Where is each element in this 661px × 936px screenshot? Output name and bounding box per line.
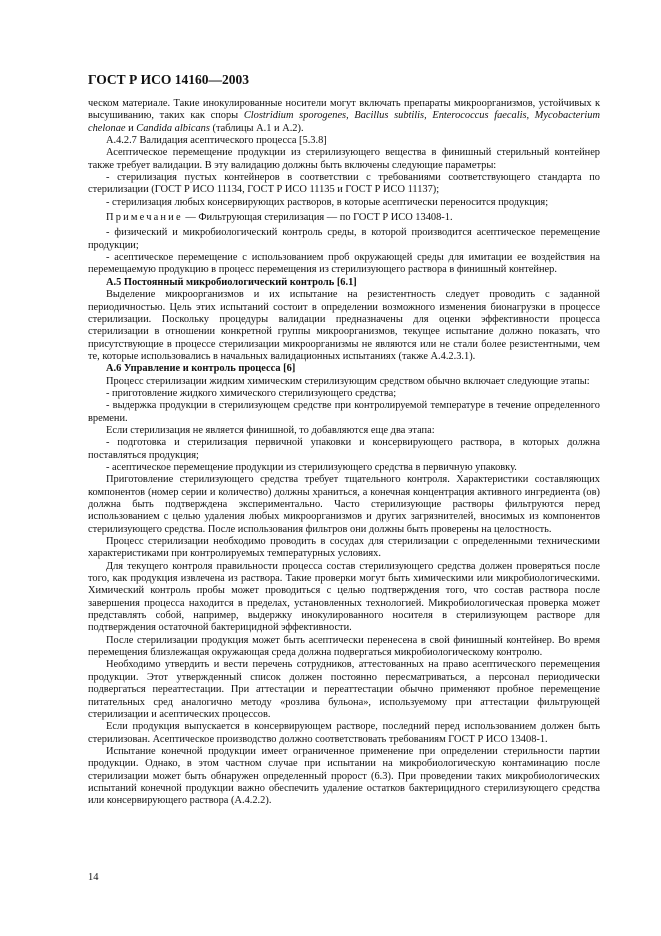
paragraph: После стерилизации продукция может быть асептически перенесена в свой финишный контейнер. Во время перемещения близлежащая окружающая среда должна подвергаться микробиологическому контролю. [88,634,600,659]
list-item: - физический и микробиологический контроль среды, в которой производится асептическое перемещение продукции; [88,227,600,251]
paragraph: Процесс стерилизации жидким химическим стерилизующим средством обычно включает следующие этапы: [106,375,590,387]
list-item: - асептическое перемещение продукции из стерилизующего средства в первичную упаковку. [106,461,517,473]
paragraph: Если продукция выпускается в консервирующем растворе, последний перед использованием должен быть стерилизован. Асептическое производство должно соответствовать требованиям ГОСТ Р ИСО 13408-1. [88,721,600,745]
list-item: - асептическое перемещение с использованием проб окружающей среды для имитации ее воздействия на перемещаемую продукцию в процесс перемещения из стерилизующего раствора в финишный контейнер. [88,252,600,276]
paragraph [88,98,600,135]
paragraph: Выделение микроорганизмов и их испытание на резистентность следует проводить с заданной периодичностью. Цель этих испытаний состоит в определении возможного изменения бионагрузки в процессе стерилизации. Поскольку процедуры валидации предназначены для оценки эффективности процесса стерилизации в отношении конкретной группы микроорганизмов, текущее испытание должно показать, что присутствующие в процессе стерилизации микроорганизмы не являются или не стали более резистентными, чем те, которые использовались в начальных валидационных испытаниях (также А.4.2.3.1). [88,289,600,362]
document-body [88,98,600,808]
note-label: Примечание [106,212,183,224]
list-item: - стерилизация пустых контейнеров в соответствии с требованиями соответствующего стандарта по стерилизации (ГОСТ Р ИСО 11134, ГОСТ Р ИСО 11135 и ГОСТ Р ИСО 11137); [88,172,600,196]
list-item: - подготовка и стерилизация первичной упаковки и консервирующего раствора, в которых должна поставляться продукция; [88,437,600,461]
paragraph: Для текущего контроля правильности процесса состав стерилизующего средства должен проверяться после того, как продукция извлечена из раствора. Такие проверки могут быть химическими или микробиологическими. Химический контроль пробы может проводиться с целью подтверждения того, что состав раствора после завершения процесса находится в пределах, установленных технологией. Микробиологическая проверка может представлять собой, например, выдержку инокулированного носителя в стерилизующем растворе для подтверждения остаточной бактерицидной эффективности. [88,560,600,634]
section-heading-a5: А.5 Постоянный микробиологический контроль [6.1] [106,276,357,288]
paragraph: Процесс стерилизации необходимо проводить в сосудах для стерилизации с определенными техническими характеристиками при контролируемых температурных условиях. [88,536,600,560]
note [88,212,600,224]
paragraph: Приготовление стерилизующего средства требует тщательного контроля. Характеристики составляющих компонентов (номер серии и количество) должны храниться, а конечная концентрация активного ингредиента (ов) должна быть подтверждена экспериментально. Часто стерилизующие растворы фильтруются перед использованием с целью удаления любых микроорганизмов и других загрязнителей, вносимых из компонентов стерилизующего средства. После использования фильтров они должны быть проверены на целостность. [88,474,600,535]
page-number: 14 [88,872,99,883]
paragraph: Асептическое перемещение продукции из стерилизующего вещества в финишный стерильный контейнер также требует валидации. В эту валидацию должны быть включены следующие параметры: [88,147,600,171]
text: и [125,122,137,134]
text: (таблицы А.1 и А.2). [209,122,304,134]
list-item: - стерилизация любых консервирующих растворов, в которые асептически переносится продукция; [106,196,549,208]
document-header: ГОСТ Р ИСО 14160—2003 [88,72,250,87]
list-item: - выдержка продукции в стерилизующем средстве при контролируемой температуре в течение определенного времени. [88,400,600,424]
note-text: — Фильтрующая стерилизация — по ГОСТ Р ИСО 13408-1. [182,212,453,224]
subsection-heading: А.4.2.7 Валидация асептического процесса [5.3.8] [106,135,327,147]
paragraph: Необходимо утвердить и вести перечень сотрудников, аттестованных на право асептического перемещения продукции. Этот утвержденный список должен постоянно пересматриваться, а персонал периодически подвергаться переаттестации. При аттестации и переаттестации обычно применяют пробное перемещение питательных сред аналогично методу «розлива бульона», используемому при аттестации фильтрующей стерилизации и асептических процессов. [88,659,600,720]
section-heading-a6: А.6 Управление и контроль процесса [6] [106,363,296,375]
list-item: - приготовление жидкого химического стерилизующего средства; [106,387,397,399]
species-names: Clostridium sporogenes, Bacillus subtilis, Enterococcus faecalis, Mycobacterium chelonae [88,110,600,134]
text: ческом материале. Такие инокулированные носители могут включать препараты микроорганизмов, устойчивых к высушиванию, таких как споры [88,98,600,122]
paragraph: Испытание конечной продукции имеет ограниченное применение при определении стерильности партии продукции. Однако, в этом частном случае при испытании на микробиологическую контаминацию после стерилизации может быть обнаружен определенный пророст (6.3). При проведении таких микробиологических испытаний конечной продукции важно обеспечить удаление остатков бактерицидного стерилизующего средства или консервирующего раствора (А.4.2.2). [88,745,600,807]
species-name: Candida albicans [136,122,210,134]
paragraph: Если стерилизация не является финишной, то добавляются еще два этапа: [106,424,435,436]
